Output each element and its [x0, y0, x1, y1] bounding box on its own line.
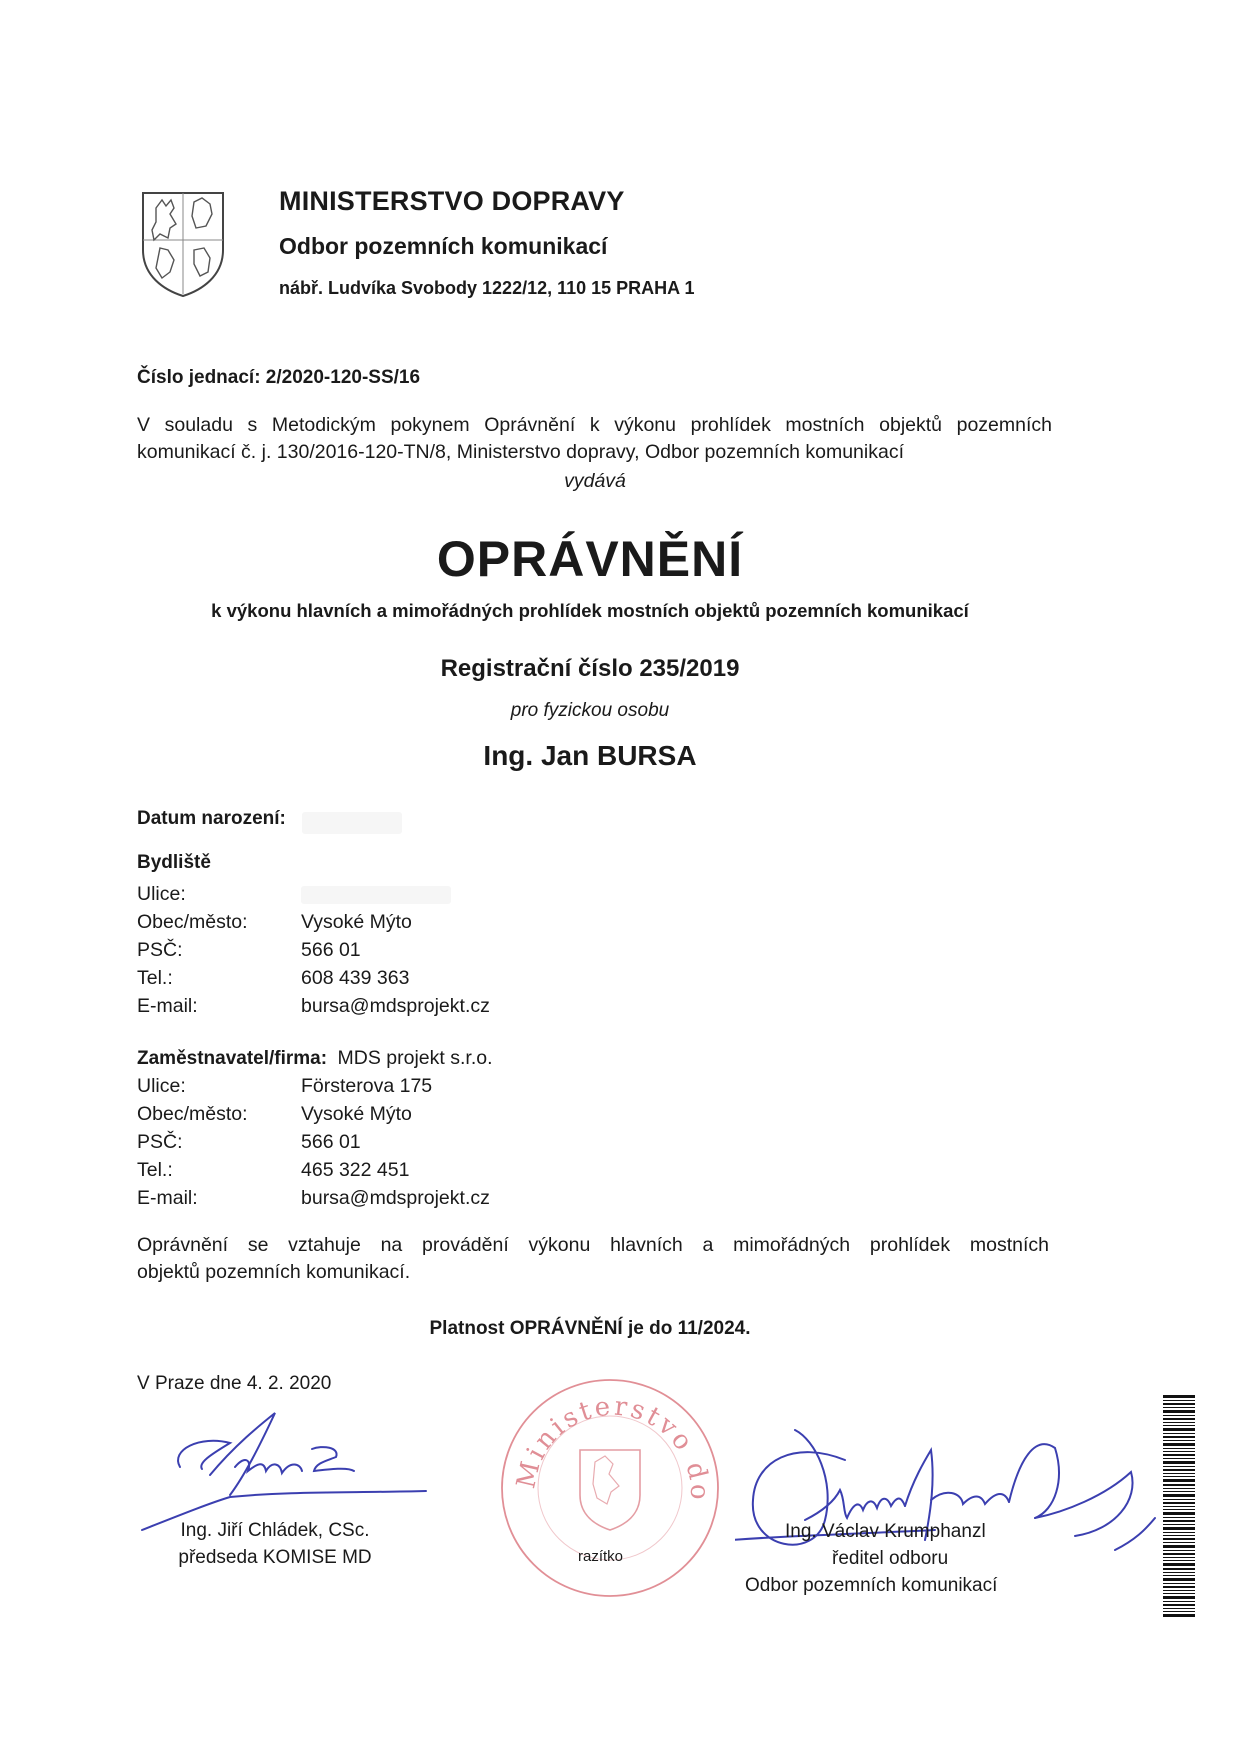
row-value: Vysoké Mýto	[301, 1103, 412, 1125]
row-value: Vysoké Mýto	[301, 911, 412, 933]
left-signatory-role: předseda KOMISE MD	[178, 1547, 372, 1568]
employer-city-row	[137, 1100, 737, 1128]
row-value: bursa@mdsprojekt.cz	[301, 1187, 490, 1209]
intro-line-2: komunikací č. j. 130/2016-120-TN/8, Ministerstvo dopravy, Odbor pozemních komunikací	[137, 441, 904, 463]
employer-block	[137, 1072, 737, 1212]
registration-number: Registrační číslo 235/2019	[440, 655, 740, 682]
row-value: 465 322 451	[301, 1159, 410, 1181]
residence-zip-row	[137, 936, 737, 964]
coat-of-arms-logo	[138, 188, 228, 300]
row-value: 566 01	[301, 939, 361, 961]
right-signatory	[745, 1518, 1065, 1599]
employer-zip-row	[137, 1128, 737, 1156]
validity-statement: Platnost OPRÁVNĚNÍ je do 11/2024.	[429, 1318, 751, 1339]
ministry-address: nábř. Ludvíka Svobody 1222/12, 110 15 PRAHA 1	[279, 278, 695, 298]
right-signatory-name: Ing. Václav Krumphanzl	[785, 1521, 986, 1542]
right-signatory-department: Odbor pozemních komunikací	[745, 1575, 998, 1596]
row-label: PSČ:	[137, 939, 183, 961]
employer-heading: Zaměstnavatel/firma:	[137, 1048, 328, 1069]
birth-date-redacted	[302, 812, 402, 834]
row-label: E-mail:	[137, 995, 198, 1017]
residence-heading: Bydliště	[137, 852, 211, 873]
residence-street-row	[137, 880, 737, 908]
street-redacted	[301, 886, 451, 904]
stamp-text: Ministerstvo do	[511, 1391, 715, 1503]
row-label: Tel.:	[137, 1159, 173, 1181]
row-value: 566 01	[301, 1131, 361, 1153]
row-label: Tel.:	[137, 967, 173, 989]
row-value: Förster​ova 175	[301, 1075, 433, 1097]
barcode	[1163, 1395, 1195, 1617]
residence-email-row	[137, 992, 737, 1020]
left-signature	[140, 1405, 440, 1535]
holder-name: Ing. Jan BURSA	[483, 740, 697, 771]
row-label: E-mail:	[137, 1187, 198, 1209]
employer-heading-row	[137, 1044, 837, 1072]
department-name: Odbor pozemních komunikací	[279, 233, 608, 259]
employer-email-row	[137, 1184, 737, 1212]
employer-street-row	[137, 1072, 737, 1100]
row-label: Obec/město:	[137, 911, 248, 933]
row-label: Ulice:	[137, 1075, 186, 1097]
for-person-text: pro fyzickou osobu	[510, 700, 670, 721]
scope-line-2: objektů pozemních komunikací.	[137, 1261, 411, 1283]
row-label: PSČ:	[137, 1131, 183, 1153]
place-date: V Praze dne 4. 2. 2020	[137, 1373, 332, 1394]
row-value: bursa@mdsprojekt.cz	[301, 995, 490, 1017]
residence-city-row	[137, 908, 737, 936]
birth-date-label: Datum narození:	[137, 808, 286, 829]
reference-number: Číslo jednací: 2/2020-120-SS/16	[137, 367, 421, 388]
employer-name: MDS projekt s.r.o.	[337, 1047, 493, 1069]
row-label: Obec/město:	[137, 1103, 248, 1125]
row-value: 608 439 363	[301, 967, 410, 989]
issues-text: vydává	[564, 470, 626, 492]
document-title: OPRÁVNĚNÍ	[436, 531, 744, 587]
right-signatory-role: ředitel odboru	[832, 1548, 949, 1569]
ministry-title: MINISTERSTVO DOPRAVY	[279, 186, 625, 216]
left-signatory	[150, 1517, 400, 1571]
row-label: Ulice:	[137, 883, 186, 905]
intro-line-1: V souladu s Metodickým pokynem Oprávnění k výkonu prohlídek mostních objektů pozemních	[137, 414, 1052, 436]
scope-line-1: Oprávnění se vztahuje na provádění výkonu hlavních a mimořádných prohlídek mostních	[137, 1234, 1049, 1256]
document-subtitle: k výkonu hlavních a mimořádných prohlídek mostních objektů pozemních komunikací	[211, 600, 969, 621]
residence-block	[137, 880, 737, 1020]
stamp-label: razítko	[578, 1548, 624, 1565]
employer-phone-row	[137, 1156, 737, 1184]
residence-phone-row	[137, 964, 737, 992]
svg-text:Ministerstvo dopravy	[495, 1370, 714, 1503]
official-stamp	[495, 1370, 725, 1600]
left-signatory-name: Ing. Jiří Chládek, CSc.	[180, 1520, 370, 1541]
